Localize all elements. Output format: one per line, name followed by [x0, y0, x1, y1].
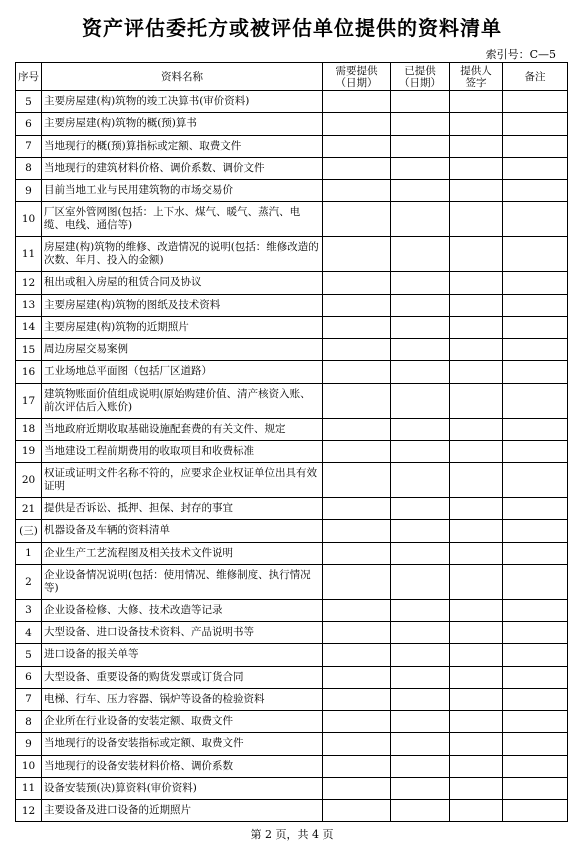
row-material-name: 机器设备及车辆的资料清单 [42, 520, 323, 542]
row-number: 7 [16, 135, 42, 157]
row-material-name: 租出或租入房屋的租赁合同及协议 [42, 272, 323, 294]
provided-date-cell [391, 339, 450, 361]
table-row [16, 383, 568, 418]
row-material-name: 大型设备、重要设备的购货发票或订货合同 [42, 666, 323, 688]
provider-sign-cell [450, 564, 503, 599]
provided-date-cell [391, 542, 450, 564]
remark-cell [503, 777, 568, 799]
provider-sign-cell [450, 644, 503, 666]
provider-sign-cell [450, 294, 503, 316]
provider-sign-cell [450, 113, 503, 135]
provider-sign-cell [450, 440, 503, 462]
provided-date-cell [391, 777, 450, 799]
provider-sign-cell [450, 316, 503, 338]
row-number: 1 [16, 542, 42, 564]
need-date-cell [323, 135, 391, 157]
provided-date-cell [391, 644, 450, 666]
provider-sign-cell [450, 599, 503, 621]
row-number: 4 [16, 622, 42, 644]
row-material-name: 企业生产工艺流程图及相关技术文件说明 [42, 542, 323, 564]
provided-date-cell [391, 498, 450, 520]
need-date-cell [323, 777, 391, 799]
need-date-cell [323, 622, 391, 644]
row-material-name: 当地现行的设备安装材料价格、调价系数 [42, 755, 323, 777]
table-row [16, 339, 568, 361]
provider-sign-cell [450, 202, 503, 237]
provided-date-cell [391, 599, 450, 621]
provider-sign-cell [450, 272, 503, 294]
need-date-cell [323, 755, 391, 777]
row-material-name: 进口设备的报关单等 [42, 644, 323, 666]
need-date-cell [323, 202, 391, 237]
table-row [16, 91, 568, 113]
remark-cell [503, 733, 568, 755]
provided-date-cell [391, 113, 450, 135]
provided-date-cell [391, 800, 450, 822]
row-number: 6 [16, 666, 42, 688]
need-date-cell [323, 316, 391, 338]
document-title: 资产评估委托方或被评估单位提供的资料清单 [82, 16, 502, 40]
remark-cell [503, 440, 568, 462]
row-number: 14 [16, 316, 42, 338]
remark-cell [503, 564, 568, 599]
provider-sign-cell [450, 733, 503, 755]
need-date-cell [323, 498, 391, 520]
row-material-name: 当地政府近期收取基础设施配套费的有关文件、规定 [42, 418, 323, 440]
header-provider-sign-text: 提供人 签字 [460, 64, 492, 89]
remark-cell [503, 294, 568, 316]
page-footer: 第 2 页，共 4 页 [250, 828, 334, 841]
table-row [16, 733, 568, 755]
table-row [16, 316, 568, 338]
row-material-name: 企业所在行业设备的安装定额、取费文件 [42, 711, 323, 733]
need-date-cell [323, 440, 391, 462]
need-date-cell [323, 272, 391, 294]
table-row [16, 498, 568, 520]
row-number: 8 [16, 157, 42, 179]
remark-cell [503, 644, 568, 666]
remark-cell [503, 498, 568, 520]
table-row [16, 237, 568, 272]
provided-date-cell [391, 711, 450, 733]
provided-date-cell [391, 666, 450, 688]
provided-date-cell [391, 361, 450, 383]
remark-cell [503, 463, 568, 498]
table-row [16, 622, 568, 644]
provided-date-cell [391, 294, 450, 316]
provider-sign-cell [450, 711, 503, 733]
row-number: 6 [16, 113, 42, 135]
row-material-name: 工业场地总平面图（包括厂区道路） [42, 361, 323, 383]
table-row [16, 777, 568, 799]
row-material-name: 主要设备及进口设备的近期照片 [42, 800, 323, 822]
need-date-cell [323, 361, 391, 383]
table-header-row [16, 63, 568, 91]
row-material-name: 厂区室外管网图(包括：上下水、煤气、暖气、蒸汽、电缆、电线、通信等) [42, 202, 323, 237]
provided-date-cell [391, 157, 450, 179]
provider-sign-cell [450, 688, 503, 710]
table-row [16, 666, 568, 688]
provided-date-cell [391, 418, 450, 440]
provided-date-cell [391, 564, 450, 599]
provider-sign-cell [450, 339, 503, 361]
header-no: 序号 [16, 63, 42, 91]
row-material-name: 企业设备检修、大修、技术改造等记录 [42, 599, 323, 621]
provided-date-cell [391, 316, 450, 338]
provider-sign-cell [450, 135, 503, 157]
provided-date-cell [391, 463, 450, 498]
remark-cell [503, 622, 568, 644]
table-row [16, 755, 568, 777]
need-date-cell [323, 383, 391, 418]
row-number: 7 [16, 688, 42, 710]
table-row [16, 711, 568, 733]
table-row [16, 463, 568, 498]
header-provided-date [391, 63, 450, 91]
provided-date-cell [391, 383, 450, 418]
header-provider-sign [450, 63, 503, 91]
header-need-date-text: 需要提供 （日期） [335, 64, 378, 89]
provided-date-cell [391, 688, 450, 710]
row-material-name: 企业设备情况说明(包括：使用情况、维修制度、执行情况等) [42, 564, 323, 599]
row-number: 16 [16, 361, 42, 383]
need-date-cell [323, 157, 391, 179]
row-material-name: 目前当地工业与民用建筑物的市场交易价 [42, 180, 323, 202]
provider-sign-cell [450, 91, 503, 113]
row-number: (三) [16, 520, 42, 542]
provided-date-cell [391, 520, 450, 542]
row-material-name: 建筑物账面价值组成说明(原始购建价值、清产核资入账、前次评估后入账价) [42, 383, 323, 418]
row-material-name: 权证或证明文件名称不符的，应要求企业权证单位出具有效证明 [42, 463, 323, 498]
row-number: 3 [16, 599, 42, 621]
row-material-name: 当地现行的建筑材料价格、调价系数、调价文件 [42, 157, 323, 179]
remark-cell [503, 157, 568, 179]
need-date-cell [323, 237, 391, 272]
remark-cell [503, 418, 568, 440]
provider-sign-cell [450, 800, 503, 822]
need-date-cell [323, 91, 391, 113]
table-row [16, 272, 568, 294]
table-row [16, 688, 568, 710]
remark-cell [503, 180, 568, 202]
provider-sign-cell [450, 463, 503, 498]
row-number: 20 [16, 463, 42, 498]
need-date-cell [323, 800, 391, 822]
header-provided-date-text: 已提供 （日期） [399, 64, 441, 89]
table-row [16, 135, 568, 157]
header-remark: 备注 [503, 63, 568, 91]
provided-date-cell [391, 91, 450, 113]
need-date-cell [323, 542, 391, 564]
row-number: 8 [16, 711, 42, 733]
table-row [16, 202, 568, 237]
row-number: 18 [16, 418, 42, 440]
need-date-cell [323, 294, 391, 316]
provided-date-cell [391, 622, 450, 644]
remark-cell [503, 711, 568, 733]
row-number: 11 [16, 777, 42, 799]
need-date-cell [323, 711, 391, 733]
provider-sign-cell [450, 361, 503, 383]
remark-cell [503, 135, 568, 157]
table-row [16, 180, 568, 202]
row-number: 10 [16, 755, 42, 777]
provided-date-cell [391, 202, 450, 237]
provider-sign-cell [450, 755, 503, 777]
table-row [16, 542, 568, 564]
need-date-cell [323, 463, 391, 498]
need-date-cell [323, 733, 391, 755]
table-row [16, 520, 568, 542]
row-material-name: 设备安装预(决)算资料(审价资料) [42, 777, 323, 799]
provider-sign-cell [450, 622, 503, 644]
provider-sign-cell [450, 520, 503, 542]
table-row [16, 294, 568, 316]
row-material-name: 电梯、行车、压力容器、锅炉等设备的检验资料 [42, 688, 323, 710]
row-material-name: 当地现行的设备安装指标或定额、取费文件 [42, 733, 323, 755]
provider-sign-cell [450, 180, 503, 202]
material-list-table [15, 62, 568, 822]
table-row [16, 564, 568, 599]
row-number: 21 [16, 498, 42, 520]
row-material-name: 主要房屋建(构)筑物的图纸及技术资料 [42, 294, 323, 316]
row-number: 17 [16, 383, 42, 418]
remark-cell [503, 542, 568, 564]
remark-cell [503, 599, 568, 621]
remark-cell [503, 666, 568, 688]
need-date-cell [323, 113, 391, 135]
need-date-cell [323, 666, 391, 688]
provided-date-cell [391, 733, 450, 755]
remark-cell [503, 520, 568, 542]
remark-cell [503, 800, 568, 822]
remark-cell [503, 688, 568, 710]
provider-sign-cell [450, 418, 503, 440]
row-material-name: 主要房屋建(构)筑物的近期照片 [42, 316, 323, 338]
provider-sign-cell [450, 157, 503, 179]
remark-cell [503, 202, 568, 237]
remark-cell [503, 755, 568, 777]
need-date-cell [323, 599, 391, 621]
row-material-name: 主要房屋建(构)筑物的竣工决算书(审价资料) [42, 91, 323, 113]
row-material-name: 房屋建(构)筑物的维修、改造情况的说明(包括：维修改造的次数、年月、投入的金额) [42, 237, 323, 272]
table-row [16, 113, 568, 135]
row-material-name: 主要房屋建(构)筑物的概(预)算书 [42, 113, 323, 135]
row-number: 19 [16, 440, 42, 462]
row-number: 12 [16, 272, 42, 294]
remark-cell [503, 339, 568, 361]
need-date-cell [323, 180, 391, 202]
table-row [16, 361, 568, 383]
remark-cell [503, 91, 568, 113]
row-material-name: 大型设备、进口设备技术资料、产品说明书等 [42, 622, 323, 644]
provided-date-cell [391, 272, 450, 294]
provided-date-cell [391, 440, 450, 462]
provided-date-cell [391, 755, 450, 777]
row-material-name: 提供是否诉讼、抵押、担保、封存的事宜 [42, 498, 323, 520]
row-number: 13 [16, 294, 42, 316]
table-row [16, 440, 568, 462]
need-date-cell [323, 688, 391, 710]
provider-sign-cell [450, 383, 503, 418]
row-material-name: 当地现行的概(预)算指标或定额、取费文件 [42, 135, 323, 157]
row-number: 5 [16, 644, 42, 666]
remark-cell [503, 237, 568, 272]
provided-date-cell [391, 180, 450, 202]
provided-date-cell [391, 237, 450, 272]
index-number: 索引号：C—5 [485, 48, 556, 61]
row-number: 9 [16, 733, 42, 755]
table-row [16, 644, 568, 666]
table-row [16, 599, 568, 621]
need-date-cell [323, 520, 391, 542]
provider-sign-cell [450, 237, 503, 272]
need-date-cell [323, 644, 391, 666]
provider-sign-cell [450, 666, 503, 688]
row-number: 9 [16, 180, 42, 202]
table-row [16, 800, 568, 822]
row-number: 11 [16, 237, 42, 272]
remark-cell [503, 113, 568, 135]
provider-sign-cell [450, 777, 503, 799]
need-date-cell [323, 418, 391, 440]
header-need-date [323, 63, 391, 91]
table-row [16, 157, 568, 179]
row-number: 5 [16, 91, 42, 113]
row-number: 12 [16, 800, 42, 822]
provider-sign-cell [450, 498, 503, 520]
row-number: 2 [16, 564, 42, 599]
remark-cell [503, 383, 568, 418]
remark-cell [503, 272, 568, 294]
need-date-cell [323, 564, 391, 599]
remark-cell [503, 361, 568, 383]
row-number: 10 [16, 202, 42, 237]
need-date-cell [323, 339, 391, 361]
header-name: 资料名称 [42, 63, 323, 91]
provider-sign-cell [450, 542, 503, 564]
table-row [16, 418, 568, 440]
provided-date-cell [391, 135, 450, 157]
remark-cell [503, 316, 568, 338]
row-number: 15 [16, 339, 42, 361]
row-material-name: 周边房屋交易案例 [42, 339, 323, 361]
row-material-name: 当地建设工程前期费用的收取项目和收费标准 [42, 440, 323, 462]
